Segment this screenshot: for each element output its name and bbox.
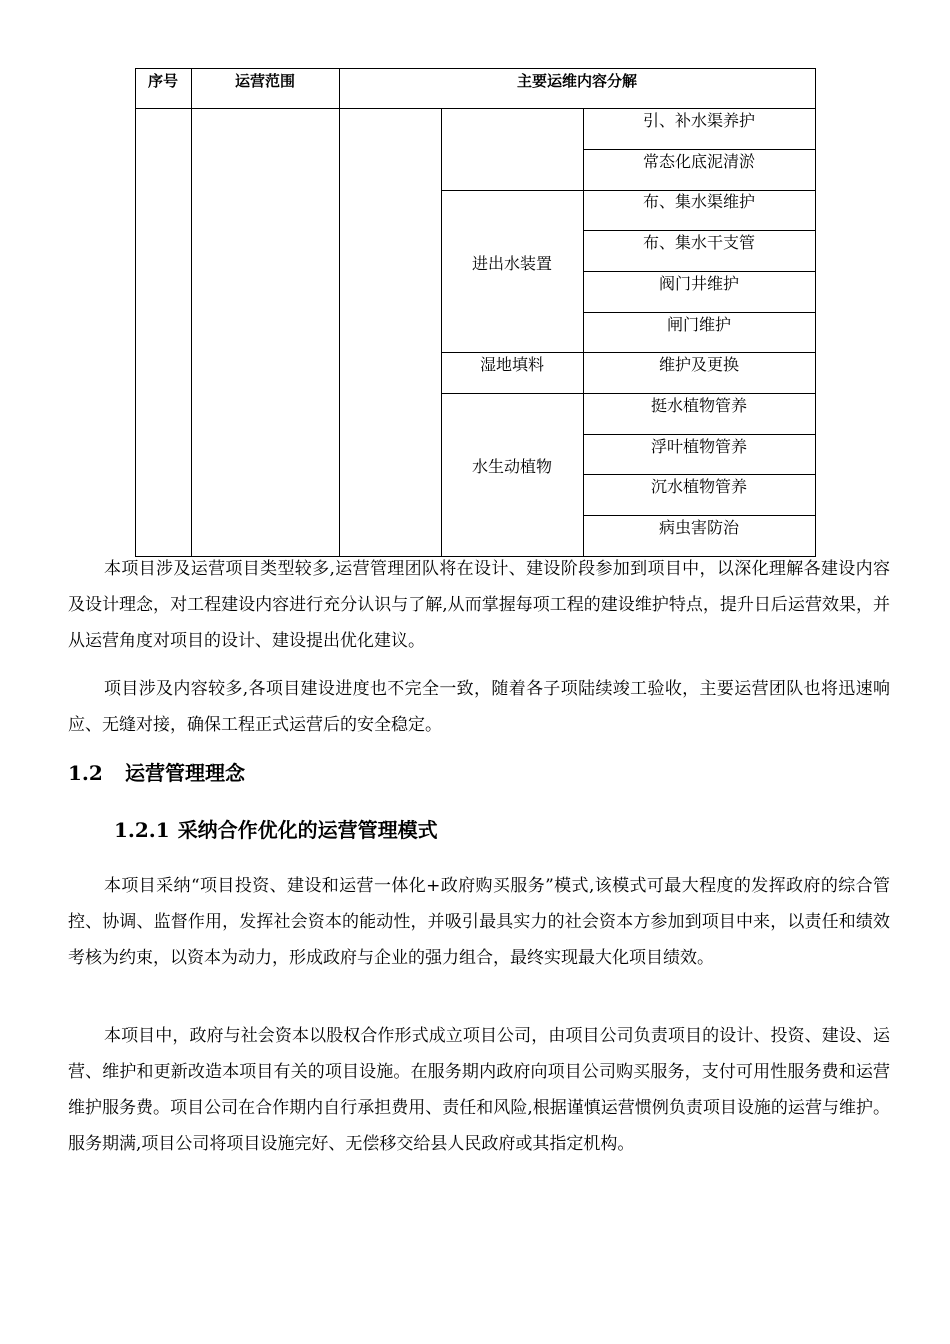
item-cell: 维护及更换 <box>658 355 739 374</box>
category-wetland-fill: 湿地填料 <box>479 355 544 374</box>
section-title: 运营管理理念 <box>125 761 245 785</box>
item-cell: 病虫害防治 <box>658 518 739 537</box>
section-heading <box>68 757 245 786</box>
item-cell: 浮叶植物管养 <box>650 437 747 456</box>
header-content: 主要运维内容分解 <box>516 72 637 90</box>
item-cell: 引、补水渠养护 <box>642 111 755 130</box>
item-cell: 常态化底泥清淤 <box>642 152 755 171</box>
category-aquatic-life: 水生动植物 <box>471 457 552 476</box>
item-cell: 闸门维护 <box>666 315 731 334</box>
paragraph-4: 本项目中，政府与社会资本以股权合作形式成立项目公司，由项目公司负责项目的设计、投资、建设、运营、维护和更新改造本项目有关的项目设施。在服务期内政府向项目公司购买服务，支付可用性服务费和运营维护服务费。项目公司在合作期内自行承担费用、责任和风险,根据谨慎运营惯例负责项目设施的运营与维护。服务期满,项目公司将项目设施完好、无偿移交给县人民政府或其指定机构。 <box>68 1026 890 1154</box>
item-cell: 布、集水干支管 <box>642 233 755 252</box>
header-scope: 运营范围 <box>234 72 295 90</box>
section-number: 1.2 <box>68 761 103 785</box>
subsection-number: 1.2.1 <box>114 818 170 842</box>
item-cell: 挺水植物管养 <box>650 396 747 415</box>
paragraph-2: 项目涉及内容较多,各项目建设进度也不完全一致，随着各子项陆续竣工验收，主要运营团队也将迅速响应、无缝对接，确保工程正式运营后的安全稳定。 <box>68 679 890 735</box>
subsection-title: 采纳合作优化的运营管理模式 <box>177 818 438 842</box>
subsection-heading <box>114 814 438 843</box>
paragraph-1: 本项目涉及运营项目类型较多,运营管理团队将在设计、建设阶段参加到项目中，以深化理解各建设内容及设计理念，对工程建设内容进行充分认识与了解,从而掌握每项工程的建设维护特点，提升日后运营效果，并从运营角度对项目的设计、建设提出优化建议。 <box>68 559 890 651</box>
header-seq: 序号 <box>147 72 178 90</box>
paragraph-3: 本项目采纳“项目投资、建设和运营一体化+政府购买服务”模式,该模式可最大程度的发挥政府的综合管控、协调、监督作用，发挥社会资本的能动性，并吸引最具实力的社会资本方参加到项目中来，以责任和绩效考核为约束，以资本为动力，形成政府与企业的强力组合，最终实现最大化项目绩效。 <box>68 876 890 968</box>
item-cell: 沉水植物管养 <box>650 477 747 496</box>
item-cell: 布、集水渠维护 <box>642 192 755 211</box>
category-inlet-outlet: 进出水装置 <box>471 254 552 273</box>
item-cell: 阀门井维护 <box>658 274 739 293</box>
